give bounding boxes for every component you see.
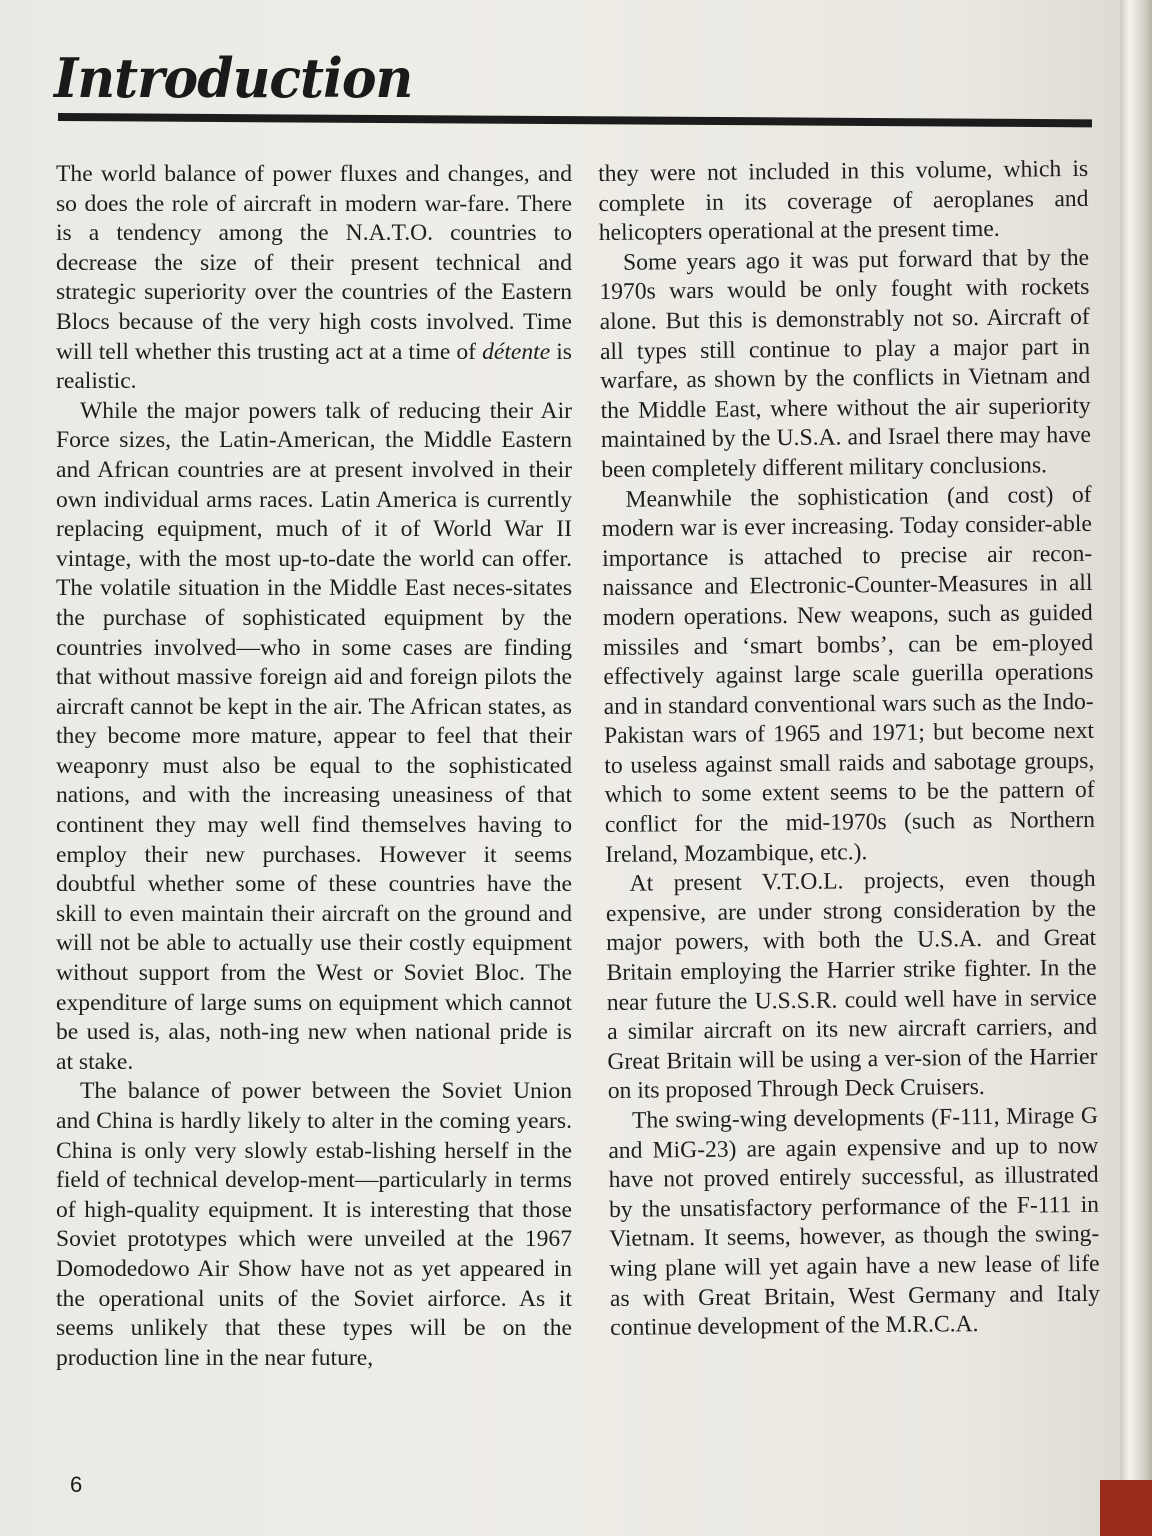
page-title: Introduction (54, 46, 413, 111)
paragraph: Meanwhile the sophistication (and cost) of modern war is ever increasing. Today consider-able importance is attached to precise air recon-naissance and Electronic-Counter-Measures in all modern operations. New weapons, such as guided missiles and ‘smart bombs’, can be em-ployed effectively against large scale guerilla operations and in standard conventional wars such as the Indo-Pakistan wars of 1965 and 1971; but become next to useless against small raids and sabotage groups, which to some extent seems to be the pattern of conflict for the mid-1970s (such as Northern Ireland, Mozambique, etc.). (601, 481, 1096, 868)
paragraph-text: The world balance of power fluxes and changes, and so does the role of aircraft in modern war-fare. There is a tendency among the N.A.T.O. countries to decrease the size of their present technical and strategic superiority over the countries of the Eastern Blocs because of the very high costs involved. Time will tell whether this trusting act at a time of (56, 161, 572, 365)
left-column (56, 160, 572, 1373)
book-cover-edge (1100, 1480, 1152, 1536)
paragraph: At present V.T.O.L. projects, even though expensive, are under strong consideration by the major powers, with both the U.S.A. and Great Britain employing the Harrier strike fighter. In the near future the U.S.S.R. could well have in service a similar aircraft on its new aircraft carriers, and Great Britain will be using a ver-sion of the Harrier on its proposed Through Deck Cruisers. (605, 866, 1098, 1105)
paragraph: Some years ago it was put forward that by the 1970s wars would be only fought with rockets alone. But this is demonstrably not so. Aircraft of all types still continue to play a major part in warfare, as shown by the conflicts in Vietnam and the Middle East, where without the air superiority maintained by the U.S.A. and Israel there may have been completely different military conclusions. (599, 244, 1092, 483)
paragraph: The swing-wing developments (F-111, Mirage G and MiG-23) are again expensive and up to now have not proved entirely successful, as illustrated by the unsatisfactory performance of the F-111 in Vietnam. It seems, however, as though the swing-wing plane will yet again have a new lease of life as with Great Britain, West Germany and Italy continue development of the M.R.C.A. (608, 1102, 1101, 1342)
next-page-edge (1120, 0, 1152, 1536)
paragraph: they were not included in this volume, which is complete in its coverage of aeroplanes and helicopters operational at the present time. (598, 155, 1089, 247)
page-number: 6 (70, 1472, 83, 1497)
paragraph: The balance of power between the Soviet Union and China is hardly likely to alter in the coming years. China is only very slowly estab-lishing herself in the field of technical develop-ment—particularly in terms of high-quality equipment. It is interesting that those Soviet prototypes which were unveiled at the 1967 Domodedowo Air Show have not as yet appeared in the operational units of the Soviet airforce. As it seems unlikely that these types will be on the production line in the near future, (56, 1078, 572, 1371)
paragraph: While the major powers talk of reducing their Air Force sizes, the Latin-American, the Middle Eastern and African countries are at present involved in their own individual arms races. Latin America is currently replacing equipment, much of it of World War II vintage, with the most up-to-date the world can offer. The volatile situation in the Middle East neces-sitates the purchase of sophisticated equipment by the countries involved—who in some cases are finding that without massive foreign aid and foreign pilots the aircraft cannot be kept in the air. The African states, as they become more mature, appear to feel that their weaponry must also be equal to the sophisticated nations, and with the increasing uneasiness of that continent they may well find themselves having to employ their new purchases. However it seems doubtful whether some of these countries have the skill to even maintain their aircraft on the ground and will not be able to actually use their costly equipment without support from the West or Soviet Bloc. The expenditure of large sums on equipment which cannot be used is, alas, noth-ing new when national pride is at stake. (56, 397, 572, 1075)
right-column (598, 155, 1100, 1344)
paragraph (56, 160, 572, 397)
italic-term: détente (482, 338, 551, 365)
title-rule (58, 113, 1092, 127)
paragraph-text: is realistic. (56, 338, 572, 395)
